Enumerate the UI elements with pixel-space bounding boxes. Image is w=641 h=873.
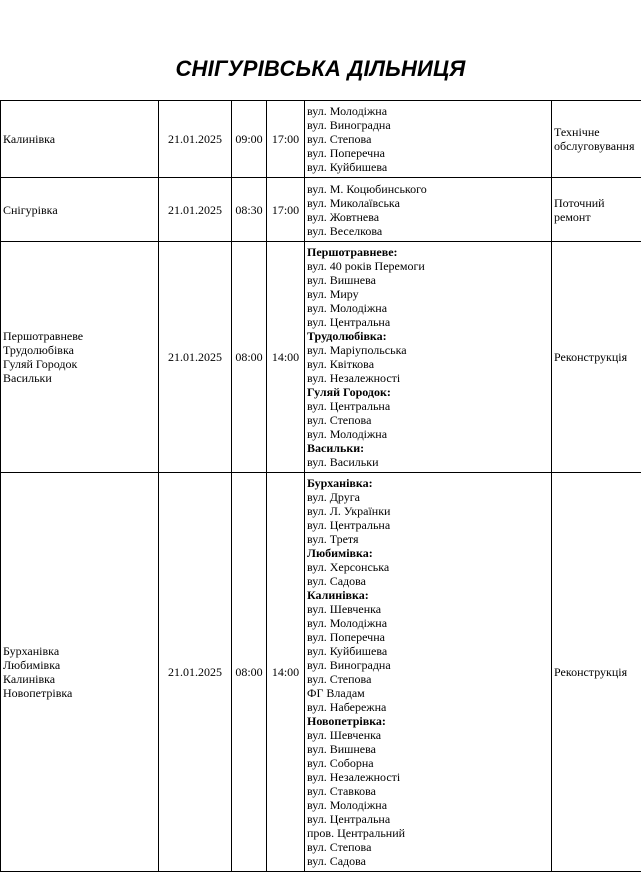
table-row [1, 101, 641, 178]
streets-cell [305, 473, 552, 872]
end-time-cell: 14:00 [267, 473, 305, 872]
date-cell: 21.01.2025 [159, 101, 232, 178]
end-time-cell: 17:00 [267, 101, 305, 178]
street-item: вул. Молодіжна [307, 616, 388, 630]
street-item: вул. Ставкова [307, 784, 376, 798]
date-cell: 21.01.2025 [159, 178, 232, 242]
settlement-heading: Калинівка: [307, 588, 369, 602]
street-item: вул. Садова [307, 854, 366, 868]
street-item: вул. Виноградна [307, 658, 391, 672]
street-item: вул. Третя [307, 532, 359, 546]
street-item: вул. Степова [307, 413, 372, 427]
settlements-cell [1, 242, 159, 473]
street-item: пров. Центральний [307, 826, 406, 840]
page-title: СНІГУРІВСЬКА ДІЛЬНИЦЯ [175, 56, 466, 81]
street-item: вул. Л. Українки [307, 504, 391, 518]
date-cell: 21.01.2025 [159, 242, 232, 473]
street-item: вул. Веселкова [307, 223, 383, 238]
work-type-cell: Поточний ремонт [552, 178, 641, 242]
settlement-heading: Васильки: [307, 441, 365, 455]
table-row [1, 178, 641, 242]
street-item: вул. Центральна [307, 812, 391, 826]
street-item: вул. Васильки [307, 455, 379, 469]
table-row [1, 473, 641, 872]
date-cell: 21.01.2025 [159, 473, 232, 872]
settlement-name: Снігурівка [3, 202, 58, 217]
street-item: вул. Молодіжна [307, 427, 388, 441]
work-type-cell: Технічне обслуговування [552, 101, 641, 178]
street-item: вул. Миколаївська [307, 195, 400, 210]
settlements-cell [1, 101, 159, 178]
street-item: вул. Степова [307, 840, 372, 854]
street-item: вул. Набережна [307, 700, 387, 714]
street-item: вул. Друга [307, 490, 360, 504]
settlements-cell [1, 473, 159, 872]
street-item: вул. Незалежності [307, 371, 401, 385]
settlement-name: Гуляй Городок [3, 357, 78, 371]
settlement-heading: Бурханівка: [307, 476, 373, 490]
street-item: вул. Незалежності [307, 770, 401, 784]
outage-schedule-table [0, 100, 641, 872]
settlement-heading: Гуляй Городок: [307, 385, 391, 399]
street-item: вул. Центральна [307, 518, 391, 532]
street-item: вул. Куйбишева [307, 644, 388, 658]
street-item: вул. Шевченка [307, 728, 382, 742]
settlement-name: Трудолюбівка [3, 343, 74, 357]
table-body [1, 101, 641, 872]
settlement-heading: Трудолюбівка: [307, 329, 387, 343]
street-item: вул. Жовтнева [307, 209, 380, 224]
streets-cell [305, 178, 552, 242]
street-item: вул. Центральна [307, 399, 391, 413]
street-item: ФГ Владам [307, 686, 365, 700]
settlement-name: Любимівка [3, 658, 61, 672]
street-item: вул. Степова [307, 132, 372, 146]
settlement-name: Новопетрівка [3, 686, 73, 700]
street-item: вул. Вишнева [307, 273, 376, 287]
street-item: вул. Молодіжна [307, 798, 388, 812]
street-item: вул. Поперечна [307, 146, 385, 160]
street-item: вул. Молодіжна [307, 104, 388, 118]
street-item: вул. Херсонська [307, 560, 390, 574]
end-time-cell: 17:00 [267, 178, 305, 242]
settlement-name: Калинівка [3, 132, 56, 146]
street-item: вул. 40 років Перемоги [307, 259, 425, 273]
settlement-heading: Першотравневе: [307, 245, 398, 259]
street-item: вул. Виноградна [307, 118, 391, 132]
settlement-name: Першотравневе [3, 329, 84, 343]
settlement-heading: Любимівка: [307, 546, 373, 560]
end-time-cell: 14:00 [267, 242, 305, 473]
settlement-heading: Новопетрівка: [307, 714, 386, 728]
settlement-name: Калинівка [3, 672, 56, 686]
table-row [1, 242, 641, 473]
start-time-cell: 08:00 [232, 242, 267, 473]
street-item: вул. Маріупольська [307, 343, 407, 357]
street-item: вул. Вишнева [307, 742, 376, 756]
work-type-cell: Реконструкція [552, 242, 641, 473]
streets-cell [305, 242, 552, 473]
street-item: вул. Куйбишева [307, 160, 388, 174]
street-item: вул. Поперечна [307, 630, 385, 644]
street-item: вул. Квіткова [307, 357, 375, 371]
streets-cell [305, 101, 552, 178]
street-item: вул. Степова [307, 672, 372, 686]
settlements-cell [1, 178, 159, 242]
settlement-name: Васильки [3, 371, 52, 385]
street-item: вул. Миру [307, 287, 359, 301]
start-time-cell: 09:00 [232, 101, 267, 178]
street-item: вул. М. Коцюбинського [307, 181, 427, 196]
street-item: вул. Шевченка [307, 602, 382, 616]
work-type-cell: Реконструкція [552, 473, 641, 872]
street-item: вул. Соборна [307, 756, 374, 770]
start-time-cell: 08:00 [232, 473, 267, 872]
settlement-name: Бурханівка [3, 644, 60, 658]
street-item: вул. Центральна [307, 315, 391, 329]
street-item: вул. Садова [307, 574, 366, 588]
street-item: вул. Молодіжна [307, 301, 388, 315]
start-time-cell: 08:30 [232, 178, 267, 242]
